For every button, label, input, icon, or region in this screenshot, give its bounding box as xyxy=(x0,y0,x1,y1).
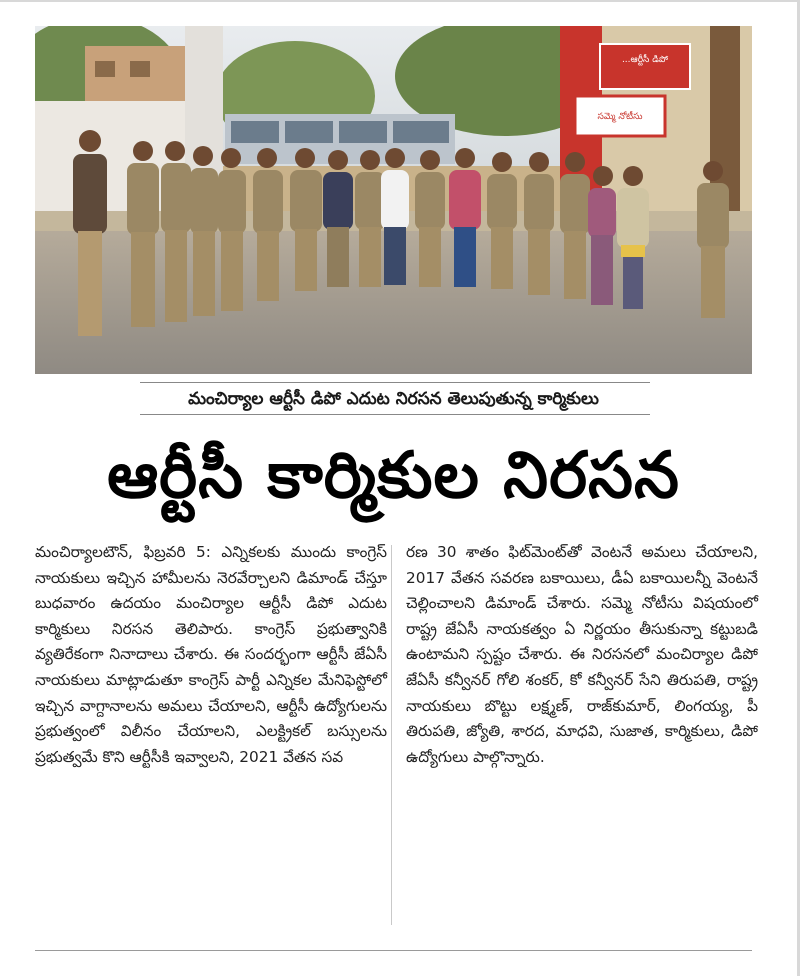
photo-caption: మంచిర్యాల ఆర్టీసీ డిపో ఎదుట నిరసన తెలుపుతున్న కార్మికులు xyxy=(188,389,599,409)
page-top-border xyxy=(0,0,800,2)
article-column-left xyxy=(35,540,387,770)
article-column-right xyxy=(406,540,758,770)
bottom-rule xyxy=(35,950,752,951)
article-left-text: మంచిర్యాలటౌన్, ఫిబ్రవరి 5: ఎన్నికలకు ముందు కాంగ్రెస్ నాయకులు ఇచ్చిన హామీలను నెరవేర్చాలని డిమాండ్ చేస్తూ బుధవారం ఉదయం మంచిర్యాల ఆర్టీసీ డిపో ఎదుట కార్మికులు నిరసన తెలిపారు. కాంగ్రెస్ ప్రభుత్వానికి వ్యతిరేకంగా నినాదాలు చేశారు. ఈ సందర్భంగా ఆర్టీసీ జేఏసీ నాయకులు మాట్లాడుతూ కాంగ్రెస్ పార్టీ ఎన్నికల మేనిఫెస్టోలో ఇచ్చిన వాగ్దానాలను అమలు చేయాలని, ఆర్టీసీ ఉద్యోగులను ప్రభుత్వంలో విలీనం చేయాలని, ఎలక్ట్రికల్ బస్సులను ప్రభుత్వమే కొని ఆర్టీసీకి ఇవ్వాలని, 2021 వేతన సవ xyxy=(35,543,387,766)
signboard-banner-text: సమ్మె నోటీసు xyxy=(597,112,643,122)
headline: ఆర్టీసీ కార్మికుల నిరసన xyxy=(107,439,680,513)
caption-rule-top xyxy=(140,382,650,383)
column-divider xyxy=(391,545,392,925)
caption-rule-bottom xyxy=(140,414,650,415)
article-right-text: రణ 30 శాతం ఫిట్‌మెంట్‌తో వెంటనే అమలు చేయాలని, 2017 వేతన సవరణ బకాయిలు, డీఏ బకాయిలన్నీ వెంటనే చెల్లించాలని డిమాండ్ చేశారు. సమ్మె నోటీసు విషయంలో రాష్ట్ర జేఏసీ నాయకత్వం ఏ నిర్ణయం తీసుకున్నా కట్టుబడి ఉంటామని స్పష్టం చేశారు. ఈ నిరసనలో మంచిర్యాల డిపో జేఏసీ కన్వీనర్ గోలి శంకర్, కో కన్వీనర్ సేని తిరుపతి, రాష్ట్ర నాయకులు బొట్టు లక్ష్మణ్, రాజ్‌కుమార్, లింగయ్య, పీ తిరుపతి, జ్యోతి, శారద, మాధవి, సుజాత, కార్మికులు, డిపో ఉద్యోగులు పాల్గొన్నారు. xyxy=(406,543,758,766)
signboard-top-text: ...ఆర్టీసీ డిపో xyxy=(621,55,669,65)
protest-photo xyxy=(35,26,752,374)
